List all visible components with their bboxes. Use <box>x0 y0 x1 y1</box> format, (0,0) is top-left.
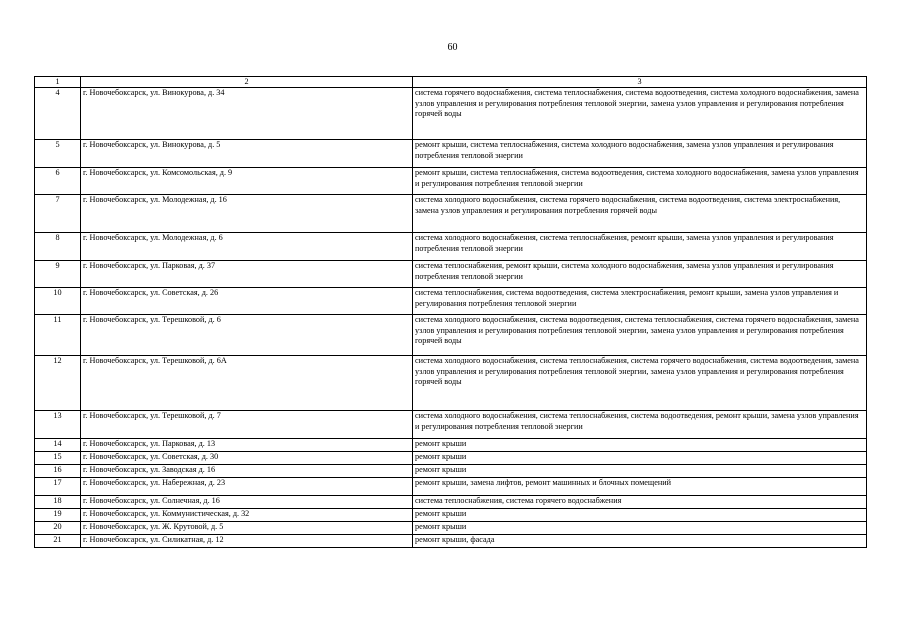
header-cell-number: 1 <box>35 77 81 88</box>
row-address: г. Новочебоксарск, ул. Коммунистическая, д. 32 <box>81 509 413 522</box>
row-address: г. Новочебоксарск, ул. Терешковой, д. 6А <box>81 356 413 411</box>
table-row <box>35 522 867 535</box>
table-row <box>35 261 867 288</box>
row-works: система холодного водоснабжения, система теплоснабжения, система водоотведения, ремонт крыши, замена узлов управления и регулирования потребления тепловой энергии <box>413 411 867 439</box>
row-number: 5 <box>35 140 81 168</box>
row-address: г. Новочебоксарск, ул. Заводская д. 16 <box>81 465 413 478</box>
row-number: 12 <box>35 356 81 411</box>
row-address: г. Новочебоксарск, ул. Силикатная, д. 12 <box>81 535 413 548</box>
row-works: система холодного водоснабжения, система теплоснабжения, система горячего водоснабжения, система водоотведения, замена узлов управления и регулирования потребления тепловой энергии, замена узлов управления и регулирования потребления горячей воды <box>413 356 867 411</box>
row-works: ремонт крыши, система теплоснабжения, система холодного водоснабжения, замена узлов управления и регулирования потребления тепловой энергии <box>413 140 867 168</box>
works-table <box>34 76 867 548</box>
row-works: ремонт крыши, фасада <box>413 535 867 548</box>
row-address: г. Новочебоксарск, ул. Молодежная, д. 6 <box>81 233 413 261</box>
row-address: г. Новочебоксарск, ул. Терешковой, д. 6 <box>81 315 413 356</box>
table-row <box>35 509 867 522</box>
page-number: 60 <box>447 42 458 53</box>
row-number: 16 <box>35 465 81 478</box>
row-address: г. Новочебоксарск, ул. Парковая, д. 13 <box>81 439 413 452</box>
table-header-row <box>35 77 867 88</box>
table-row <box>35 411 867 439</box>
row-address: г. Новочебоксарск, ул. Ж. Крутовой, д. 5 <box>81 522 413 535</box>
row-number: 21 <box>35 535 81 548</box>
row-works: ремонт крыши <box>413 509 867 522</box>
row-works: система теплоснабжения, система горячего водоснабжения <box>413 496 867 509</box>
row-number: 10 <box>35 288 81 315</box>
row-works: система теплоснабжения, система водоотведения, система электроснабжения, ремонт крыши, замена узлов управления и регулирования потребления тепловой энергии <box>413 288 867 315</box>
table-row <box>35 88 867 140</box>
row-address: г. Новочебоксарск, ул. Винокурова, д. 34 <box>81 88 413 140</box>
table-row <box>35 168 867 195</box>
table-row <box>35 288 867 315</box>
row-works: ремонт крыши <box>413 452 867 465</box>
row-address: г. Новочебоксарск, ул. Советская, д. 26 <box>81 288 413 315</box>
table-row <box>35 233 867 261</box>
table-row <box>35 478 867 496</box>
row-address: г. Новочебоксарск, ул. Терешковой, д. 7 <box>81 411 413 439</box>
row-number: 14 <box>35 439 81 452</box>
row-number: 9 <box>35 261 81 288</box>
table-row <box>35 140 867 168</box>
row-works: система холодного водоснабжения, система водоотведения, система теплоснабжения, система горячего водоснабжения, замена узлов управления и регулирования потребления тепловой энергии, замена узлов управления и регулирования потребления горячей воды <box>413 315 867 356</box>
table-row <box>35 535 867 548</box>
row-number: 15 <box>35 452 81 465</box>
row-address: г. Новочебоксарск, ул. Винокурова, д. 5 <box>81 140 413 168</box>
row-works: система холодного водоснабжения, система теплоснабжения, ремонт крыши, замена узлов управления и регулирования потребления тепловой энергии <box>413 233 867 261</box>
table-row <box>35 356 867 411</box>
row-address: г. Новочебоксарск, ул. Набережная, д. 23 <box>81 478 413 496</box>
row-works: ремонт крыши, замена лифтов, ремонт машинных и блочных помещений <box>413 478 867 496</box>
row-works: система теплоснабжения, ремонт крыши, система холодного водоснабжения, замена узлов управления и регулирования потребления тепловой энергии <box>413 261 867 288</box>
row-number: 7 <box>35 195 81 233</box>
row-address: г. Новочебоксарск, ул. Солнечная, д. 16 <box>81 496 413 509</box>
row-number: 13 <box>35 411 81 439</box>
row-works: система холодного водоснабжения, система горячего водоснабжения, система водоотведения, система электроснабжения, замена узлов управления и регулирования потребления горячей воды <box>413 195 867 233</box>
row-number: 18 <box>35 496 81 509</box>
row-number: 8 <box>35 233 81 261</box>
row-works: ремонт крыши <box>413 439 867 452</box>
row-number: 11 <box>35 315 81 356</box>
row-works: ремонт крыши <box>413 522 867 535</box>
row-number: 4 <box>35 88 81 140</box>
header-cell-works: 3 <box>413 77 867 88</box>
row-works: система горячего водоснабжения, система теплоснабжения, система водоотведения, система холодного водоснабжения, замена узлов управления и регулирования потребления тепловой энергии, замена узлов управления и регулирования потребления горячей воды <box>413 88 867 140</box>
table-row <box>35 452 867 465</box>
table-row <box>35 465 867 478</box>
table-row <box>35 195 867 233</box>
row-number: 20 <box>35 522 81 535</box>
table-row <box>35 315 867 356</box>
row-works: ремонт крыши <box>413 465 867 478</box>
row-works: ремонт крыши, система теплоснабжения, система водоотведения, система холодного водоснабжения, замена узлов управления и регулирования потребления тепловой энергии <box>413 168 867 195</box>
row-address: г. Новочебоксарск, ул. Комсомольская, д. 9 <box>81 168 413 195</box>
row-address: г. Новочебоксарск, ул. Советская, д. 30 <box>81 452 413 465</box>
row-address: г. Новочебоксарск, ул. Парковая, д. 37 <box>81 261 413 288</box>
row-number: 6 <box>35 168 81 195</box>
row-address: г. Новочебоксарск, ул. Молодежная, д. 16 <box>81 195 413 233</box>
row-number: 17 <box>35 478 81 496</box>
row-number: 19 <box>35 509 81 522</box>
header-cell-address: 2 <box>81 77 413 88</box>
table-row <box>35 496 867 509</box>
table-row <box>35 439 867 452</box>
